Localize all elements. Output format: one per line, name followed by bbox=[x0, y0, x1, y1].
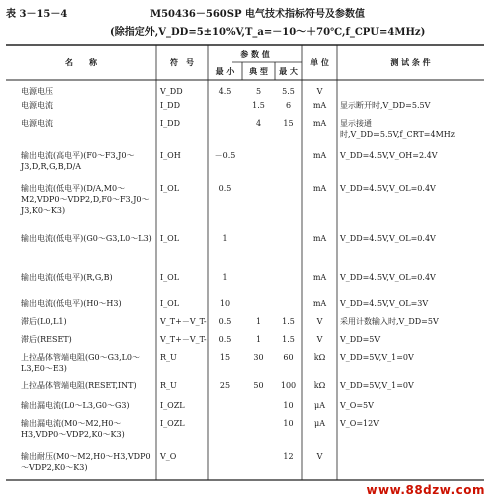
row-7-unit: mA bbox=[312, 273, 327, 282]
row-2-symbol: I_DD bbox=[160, 101, 180, 110]
row-11-min: 15 bbox=[219, 353, 231, 362]
row-3-name: 电源电流 bbox=[21, 119, 53, 128]
header-max: 最 大 bbox=[279, 66, 298, 76]
row-15-name: 输出耐压(M0～M2,H0～H3,VDP0～VDP2,K0～K3) bbox=[21, 452, 151, 472]
table-subtitle: (除指定外,V_DD=5±10%V,T_a=－10～＋70℃,f_CPU=4MHz) bbox=[110, 27, 426, 38]
row-10-condition: V_DD=5V bbox=[340, 335, 381, 344]
row-4-symbol: I_OH bbox=[160, 151, 181, 160]
row-2-name: 电源电流 bbox=[21, 101, 53, 110]
row-12-max: 100 bbox=[280, 381, 297, 390]
row-7-min: 1 bbox=[222, 273, 228, 282]
table-title: M50436－560SP 电气技术指标符号及参数值 bbox=[150, 9, 365, 20]
row-10-name: 滞后(RESET) bbox=[21, 335, 72, 344]
header-condition: 测 试 条 件 bbox=[390, 57, 431, 67]
row-9-symbol: V_T+－V_T- bbox=[160, 317, 207, 326]
row-10-max: 1.5 bbox=[282, 335, 295, 344]
row-9-unit: V bbox=[316, 317, 323, 326]
row-14-name: 输出漏电流(M0～M2,H0～H3,VDP0～VDP2,K0～K3) bbox=[21, 419, 125, 439]
header-name: 名 称 bbox=[65, 57, 97, 67]
row-9-typ: 1 bbox=[255, 317, 262, 326]
row-3-max: 15 bbox=[283, 119, 294, 128]
row-2-typ: 1.5 bbox=[252, 101, 265, 110]
row-12-unit: kΩ bbox=[313, 381, 326, 390]
row-9-min: 0.5 bbox=[218, 317, 232, 326]
row-13-condition: V_O=5V bbox=[340, 401, 374, 410]
row-1-min: 4.5 bbox=[218, 87, 232, 96]
row-6-symbol: I_OL bbox=[160, 234, 180, 243]
row-7-symbol: I_OL bbox=[160, 273, 180, 282]
watermark: www.88dzw.com bbox=[366, 483, 485, 497]
row-15-symbol: V_O bbox=[160, 452, 177, 461]
row-15-max: 12 bbox=[283, 452, 294, 461]
row-5-unit: mA bbox=[312, 184, 327, 193]
row-8-symbol: I_OL bbox=[160, 299, 180, 308]
row-10-typ: 1 bbox=[255, 335, 262, 344]
header-unit: 单 位 bbox=[310, 57, 329, 67]
row-4-name: 输出电流(高电平)(F0～F3,J0～J3,D,R,G,B,D/A bbox=[21, 151, 135, 171]
row-2-condition: 显示断开时,V_DD=5.5V bbox=[340, 101, 431, 110]
table-label: 表 3－15－4 bbox=[6, 9, 68, 20]
row-11-max: 60 bbox=[283, 353, 294, 362]
row-12-symbol: R_U bbox=[160, 381, 177, 390]
row-8-min: 10 bbox=[219, 299, 231, 308]
row-4-min: －0.5 bbox=[214, 151, 236, 160]
row-14-unit: μA bbox=[314, 419, 325, 428]
row-8-condition: V_DD=4.5V,V_OL=3V bbox=[340, 299, 429, 308]
row-9-name: 滞后(L0,L1) bbox=[21, 317, 67, 326]
row-12-condition: V_DD=5V,V_1=0V bbox=[340, 381, 414, 390]
row-9-condition: 采用计数输入时,V_DD=5V bbox=[340, 317, 439, 326]
row-11-symbol: R_U bbox=[160, 353, 177, 362]
header-param-group: 参 数 值 bbox=[240, 49, 270, 59]
header-min: 最 小 bbox=[215, 66, 235, 76]
row-11-condition: V_DD=5V,V_1=0V bbox=[340, 353, 414, 362]
row-2-unit: mA bbox=[312, 101, 327, 110]
row-2-max: 6 bbox=[285, 101, 292, 110]
row-10-symbol: V_T+－V_T- bbox=[160, 335, 207, 344]
row-12-typ: 50 bbox=[253, 381, 264, 390]
header-typ: 典 型 bbox=[249, 66, 268, 76]
row-1-typ: 5 bbox=[255, 87, 262, 96]
row-3-unit: mA bbox=[312, 119, 327, 128]
row-11-typ: 30 bbox=[253, 353, 264, 362]
row-15-unit: V bbox=[316, 452, 323, 461]
row-14-condition: V_O=12V bbox=[340, 419, 379, 428]
row-12-name: 上拉晶体管端电阻(RESET,INT) bbox=[21, 381, 137, 390]
row-13-name: 输出漏电流(L0～L3,G0～G3) bbox=[21, 401, 130, 410]
row-10-unit: V bbox=[316, 335, 323, 344]
row-6-unit: mA bbox=[312, 234, 327, 243]
row-1-name: 电源电压 bbox=[21, 87, 53, 96]
header-symbol: 符 号 bbox=[170, 57, 194, 67]
row-1-unit: V bbox=[316, 87, 323, 96]
row-1-symbol: V_DD bbox=[160, 87, 183, 96]
row-8-name: 输出电流(低电平)(H0～H3) bbox=[21, 299, 122, 308]
row-5-min: 0.5 bbox=[218, 184, 232, 193]
row-13-max: 10 bbox=[283, 401, 294, 410]
row-9-max: 1.5 bbox=[282, 317, 295, 326]
row-12-min: 25 bbox=[219, 381, 231, 390]
row-7-name: 输出电流(低电平)(R,G,B) bbox=[21, 273, 113, 282]
row-6-condition: V_DD=4.5V,V_OL=0.4V bbox=[340, 234, 436, 243]
row-8-unit: mA bbox=[312, 299, 327, 308]
row-13-unit: μA bbox=[314, 401, 325, 410]
row-6-name: 输出电流(低电平)(G0～G3,L0～L3) bbox=[21, 234, 152, 243]
row-3-typ: 4 bbox=[255, 119, 262, 128]
row-14-symbol: I_OZL bbox=[160, 419, 185, 428]
row-5-name: 输出电流(低电平)(D/A,M0～M2,VDP0～VDP2,D,F0～F3,J0～J3,K0～K3) bbox=[21, 184, 150, 215]
row-1-max: 5.5 bbox=[282, 87, 295, 96]
row-4-unit: mA bbox=[312, 151, 327, 160]
row-4-condition: V_DD=4.5V,V_OH=2.4V bbox=[340, 151, 438, 160]
row-10-min: 0.5 bbox=[218, 335, 232, 344]
row-3-condition: 显示接通时,V_DD=5.5V,f_CRT=4MHz bbox=[340, 119, 455, 139]
row-3-symbol: I_DD bbox=[160, 119, 180, 128]
row-13-symbol: I_OZL bbox=[160, 401, 185, 410]
row-5-condition: V_DD=4.5V,V_OL=0.4V bbox=[340, 184, 436, 193]
row-11-name: 上拉晶体管端电阻(G0～G3,L0～L3,E0～E3) bbox=[21, 353, 141, 373]
row-7-condition: V_DD=4.5V,V_OL=0.4V bbox=[340, 273, 436, 282]
row-14-max: 10 bbox=[283, 419, 294, 428]
row-5-symbol: I_OL bbox=[160, 184, 180, 193]
row-11-unit: kΩ bbox=[313, 353, 326, 362]
row-6-min: 1 bbox=[222, 234, 228, 243]
